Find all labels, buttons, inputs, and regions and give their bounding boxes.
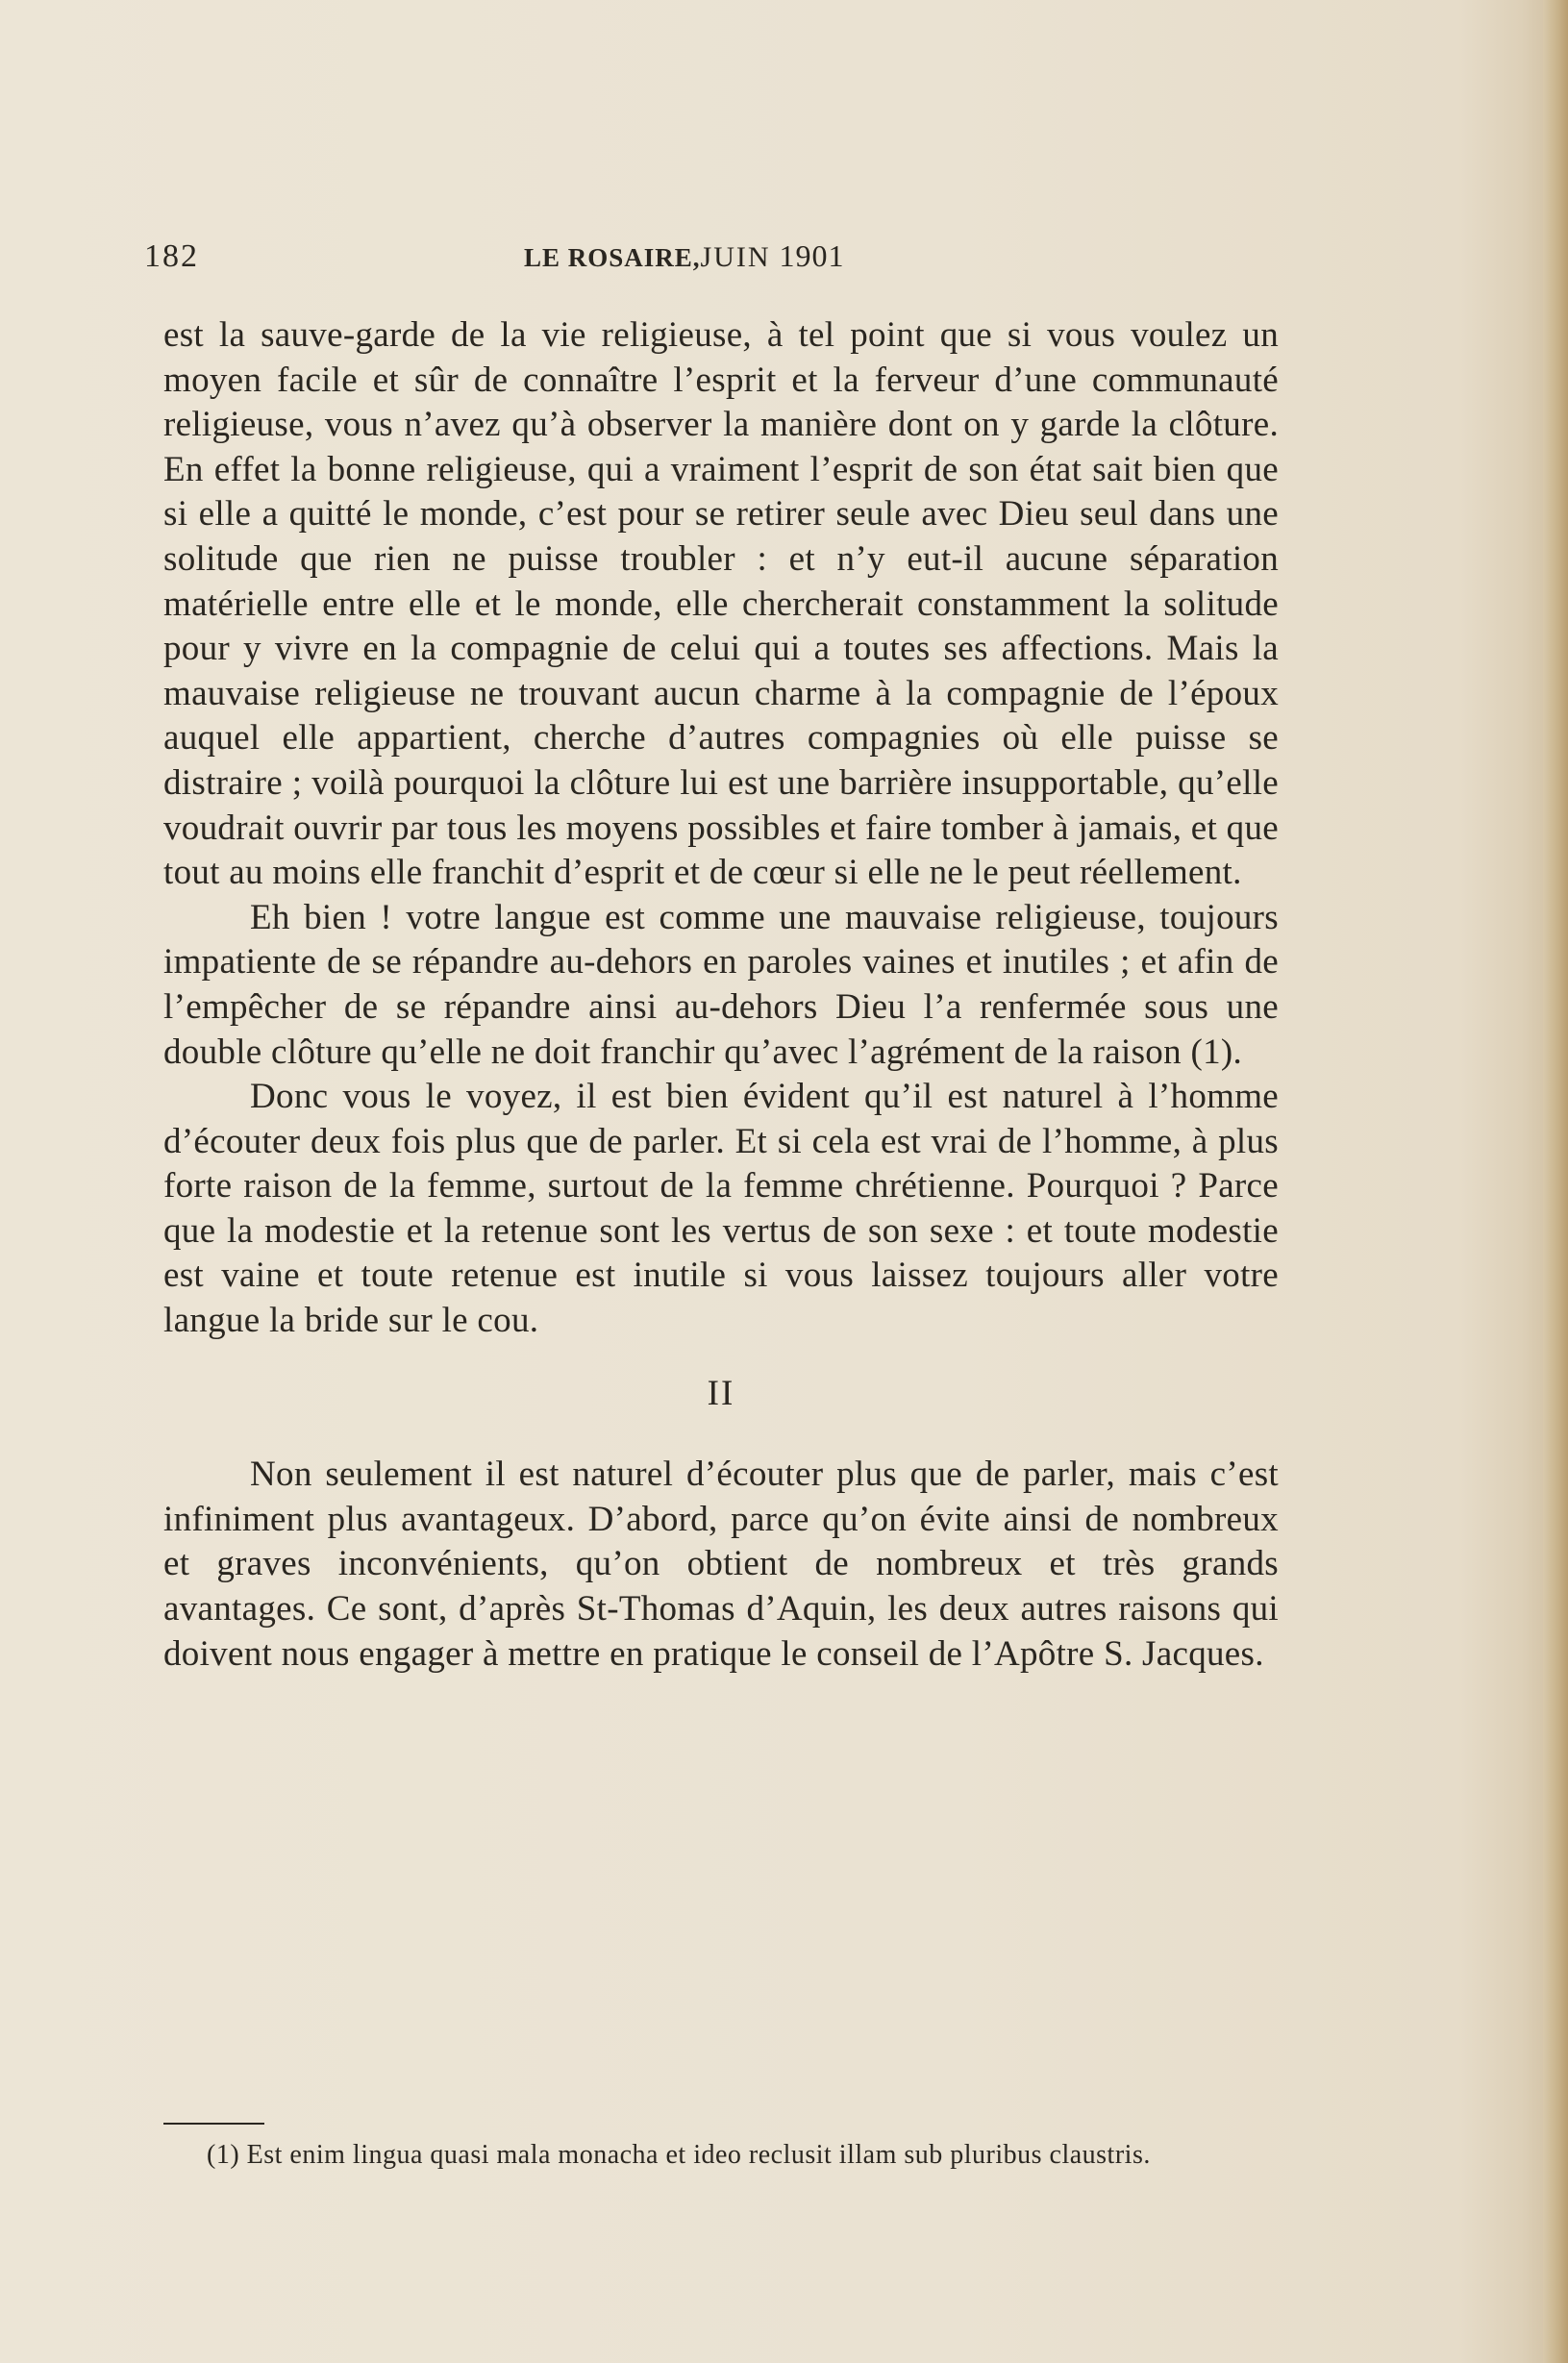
running-title (524, 238, 845, 274)
issue-month: JUIN (700, 241, 771, 273)
running-header (144, 238, 1279, 286)
paragraph: Donc vous le voyez, il est bien évident qu’il est naturel à l’homme d’écouter deux fois plus que de parler. Et si cela est vrai de l’homme, à plus forte raison de la femme, surtout de la femme chrétienne. Pourquoi ? Parce que la modestie et la retenue sont les vertus de son sexe : et toute modestie est vaine et toute retenue est inutile si vous laissez toujours aller votre langue la bride sur le cou. (163, 1077, 1279, 1341)
issue-year: 1901 (779, 238, 845, 273)
section-paragraph: Non seulement il est naturel d’écouter plus que de parler, mais c’est infiniment plus avantageux. D’abord, parce qu’on évite ainsi de nombreux et graves inconvénients, qu’on obtient de nombreux et très grands avantages. Ce sont, d’après St-Thomas d’Aquin, les deux autres raisons qui doivent nous engager à mettre en pratique le conseil de l’Apôtre S. Jacques. (163, 1455, 1279, 1674)
footnote-separator (163, 2123, 264, 2125)
paragraph-continuation: est la sauve-garde de la vie religieuse, à tel point que si vous voulez un moyen facile et sûr de connaître l’esprit et la ferveur d’une communauté religieuse, vous n’avez qu’à observer la manière dont on y garde la clôture. En effet la bonne religieuse, qui a vraiment l’esprit de son état sait bien que si elle a quitté le monde, c’est pour se retirer seule avec Dieu seul dans une solitude que rien ne puisse troubler : et n’y eut-il aucune séparation matérielle entre elle et le monde, elle chercherait constamment la solitude pour y vivre en la compagnie de celui qui a toutes ses affections. Mais la mauvaise religieuse ne trouvant aucun charme à la compagnie de l’époux auquel elle appartient, cherche d’autres compagnies où elle puisse se distraire ; voilà pourquoi la clôture lui est une barrière insupportable, qu’elle voudrait ouvrir par tous les moyens possibles et faire tomber à jamais, et que tout au moins elle franchit d’esprit et de cœur si elle ne le peut réellement. (163, 315, 1279, 893)
page-edge (1543, 0, 1568, 2363)
journal-title: LE ROSAIRE, (524, 243, 701, 272)
footnote: (1) Est enim lingua quasi mala monacha et ideo reclusit illam sub pluribus claustris. (207, 2140, 1151, 2170)
page-number: 182 (144, 238, 199, 274)
main-text (163, 313, 1279, 1677)
paragraph: Eh bien ! votre langue est comme une mauvaise religieuse, toujours impatiente de se répandre au-dehors en paroles vaines et inutiles ; et afin de l’empêcher de se répandre ainsi au-dehors Dieu l’a renfermée sous une double clôture qu’elle ne doit franchir qu’avec l’agrément de la raison (1). (163, 897, 1279, 1072)
section-heading: II (707, 1373, 735, 1413)
